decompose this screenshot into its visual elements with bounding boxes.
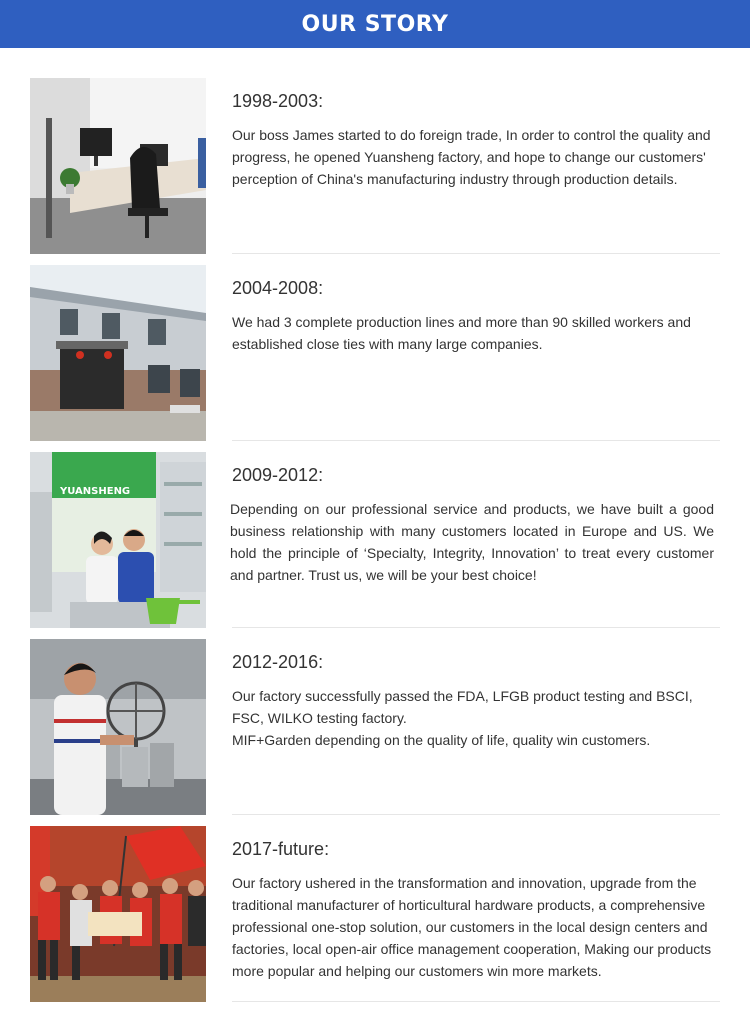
entry-description bbox=[232, 872, 720, 982]
timeline-entry-2004-2008 bbox=[30, 265, 720, 441]
period-label: 2012-2016: bbox=[232, 652, 324, 672]
description-paragraph: MIF+Garden depending on the quality of life, quality win customers. bbox=[232, 732, 651, 748]
period-label: 2017-future: bbox=[232, 839, 330, 859]
team-photo bbox=[30, 826, 206, 1002]
description-paragraph: We had 3 complete production lines and more than 90 skilled workers and established close ties with many large companies. bbox=[232, 314, 691, 352]
timeline-entry-2009-2012 bbox=[30, 452, 720, 628]
entry-text bbox=[232, 452, 720, 628]
timeline-entry-1998-2003 bbox=[30, 78, 720, 254]
description-paragraph: Our factory successfully passed the FDA, LFGB product testing and BSCI, FSC, WILKO testing factory. bbox=[232, 688, 693, 726]
office-photo bbox=[30, 78, 206, 254]
page-header bbox=[0, 0, 750, 48]
entry-text bbox=[232, 265, 720, 441]
entry-description bbox=[232, 124, 720, 190]
banner-text: YUANSHENG bbox=[60, 486, 131, 497]
entry-text bbox=[232, 78, 720, 254]
timeline-entry-2017-future bbox=[30, 826, 720, 1002]
entry-description bbox=[232, 685, 720, 751]
period-label: 2004-2008: bbox=[232, 278, 324, 298]
entry-description bbox=[232, 311, 720, 355]
description-paragraph: Our factory ushered in the transformation and innovation, upgrade from the traditional manufacturer of horticultural hardware products, a comprehensive professional one-stop solution, our customers in the local design centers and factories, local open-air office management cooperation, Making our products more popular and helping our customers win more markets. bbox=[232, 875, 712, 979]
description-paragraph: Depending on our professional service and products, we have built a good business relationship with many customers located in Europe and US. We hold the principle of ‘Specialty, Integrity, Innovation’ to treat every customer and partner. Trust us, we will be your best choice! bbox=[230, 501, 714, 583]
timeline-entry-2012-2016 bbox=[30, 639, 720, 815]
page-title: OUR STORY bbox=[301, 11, 449, 37]
description-paragraph: Our boss James started to do foreign trade, In order to control the quality and progress, he opened Yuansheng factory, and hope to change our customers' perception of China's manufacturing industry through production details. bbox=[232, 127, 711, 187]
period-label: 2009-2012: bbox=[232, 465, 324, 485]
entry-description bbox=[230, 498, 714, 586]
factory-worker-photo bbox=[30, 639, 206, 815]
period-label: 1998-2003: bbox=[232, 91, 324, 111]
entry-text bbox=[232, 639, 720, 815]
trade-show-photo bbox=[30, 452, 206, 628]
factory-building-photo bbox=[30, 265, 206, 441]
entry-text bbox=[232, 826, 720, 1002]
